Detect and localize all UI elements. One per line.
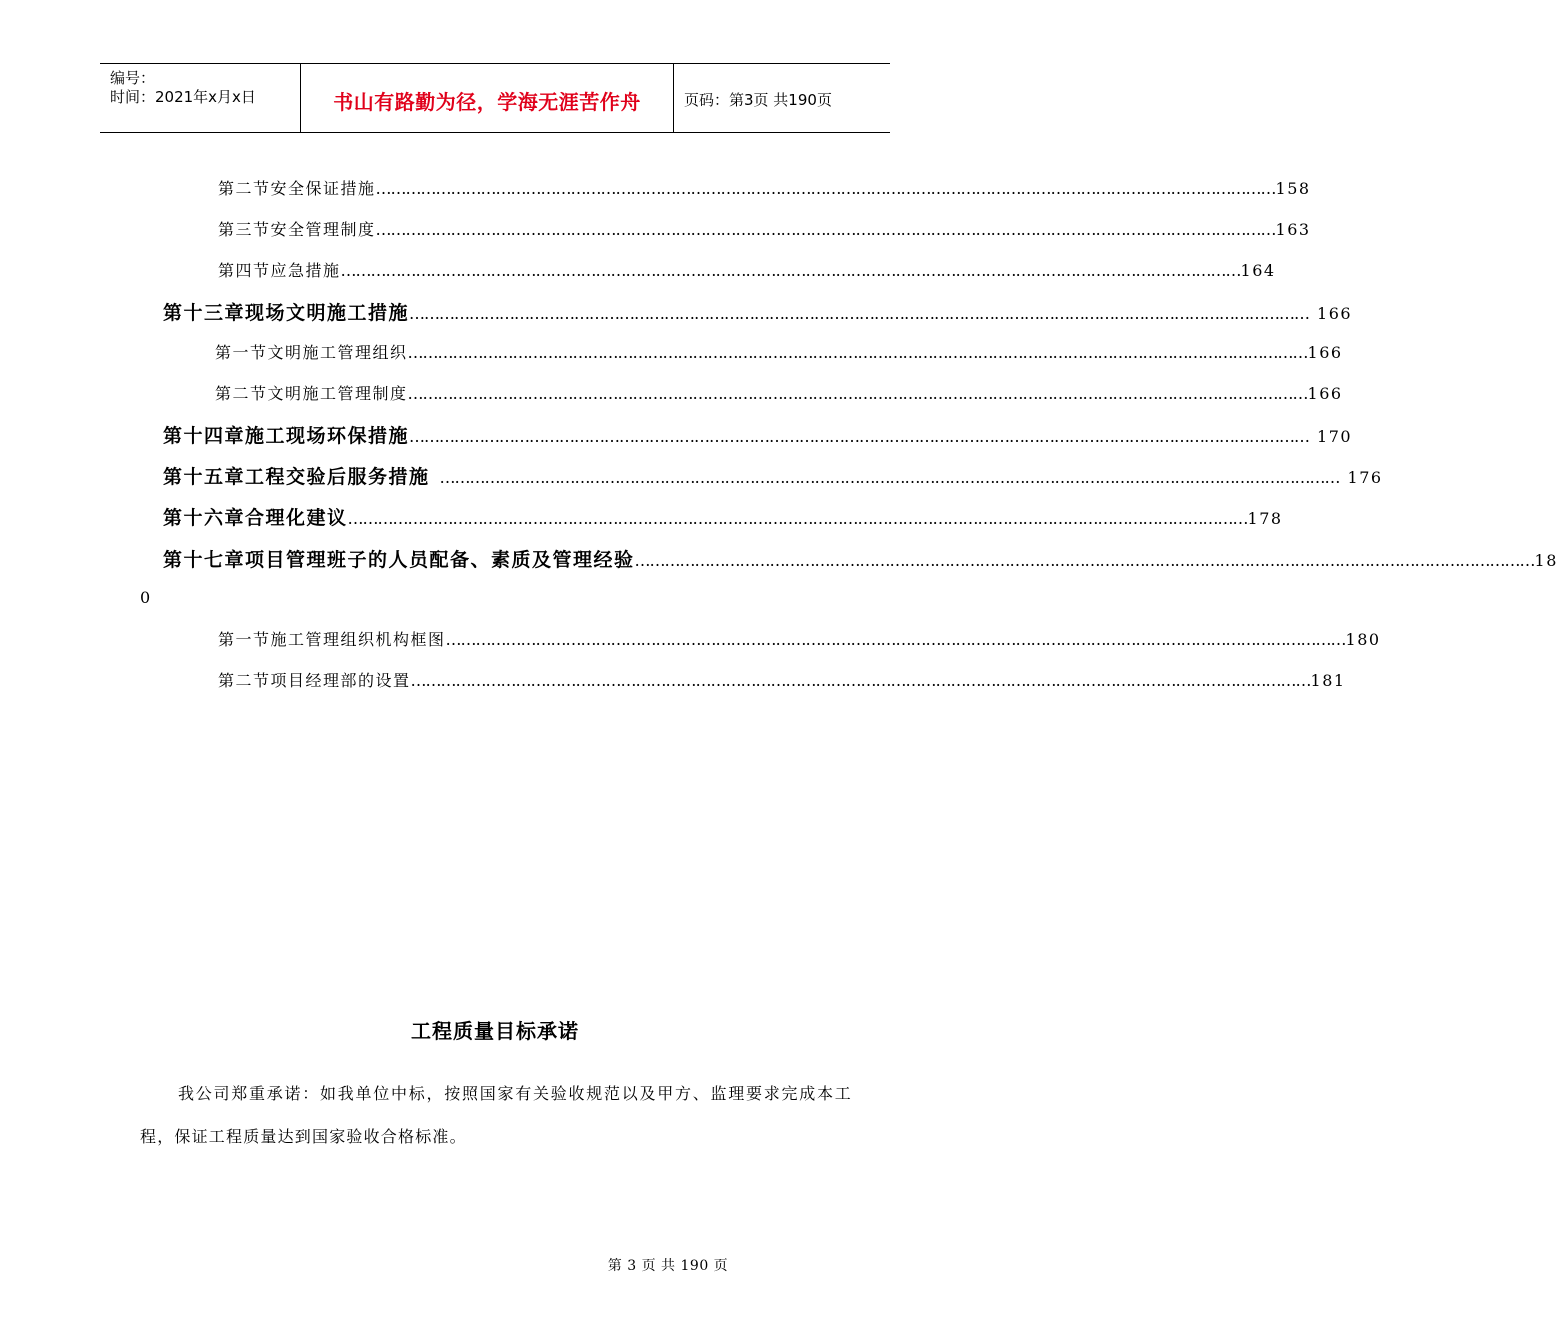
toc-entry-page: 176 xyxy=(1347,468,1383,487)
toc-leader-dots: ……………………………………………………………………………………………………………………………………………………………… xyxy=(407,384,1308,403)
toc-leader-dots: ……………………………………………………………………………………………………………………………………………………………… xyxy=(445,630,1346,649)
header-motto: 书山有路勤为径，学海无涯苦作舟 xyxy=(333,90,641,114)
toc-chapter-entry xyxy=(163,462,1383,489)
toc-entry-page: 166 xyxy=(1317,304,1353,323)
toc-leader-dots: ……………………………………………………………………………………………………………………………………………………………… xyxy=(409,427,1310,446)
toc-entry-number: 第十七章 xyxy=(163,549,246,571)
toc-entry xyxy=(215,340,1343,363)
toc-entry-number: 第十三章 xyxy=(163,302,246,324)
toc-entry-title: 文明施工管理制度 xyxy=(267,384,408,403)
toc-entry-title: 项目经理部的设置 xyxy=(270,671,411,690)
toc-leader-dots: ……………………………………………………………………………………………………………………………………………………………… xyxy=(407,343,1308,362)
toc-entry-title: 施工现场环保措施 xyxy=(245,425,410,447)
toc-entry-number: 第四节 xyxy=(218,261,271,280)
toc-entry-title: 安全管理制度 xyxy=(270,220,376,239)
toc-chapter-entry xyxy=(163,503,1283,530)
toc-leader-dots: ……………………………………………………………………………………………………………………………………………………………… xyxy=(634,551,1535,570)
header-motto-cell xyxy=(301,64,674,132)
commitment-paragraph: 我公司郑重承诺：如我单位中标，按照国家有关验收规范以及甲方、监理要求完成本工程，保证工程质量达到国家验收合格标准。 xyxy=(140,1084,852,1146)
toc-entry-number: 第二节 xyxy=(218,179,271,198)
toc-entry-title: 安全保证措施 xyxy=(270,179,376,198)
toc-chapter-entry xyxy=(163,545,1558,572)
toc-leader-dots: ……………………………………………………………………………………………………………………………………………………………… xyxy=(375,220,1276,239)
toc-entry-page: 166 xyxy=(1307,343,1343,362)
toc-entry-page: 181 xyxy=(1310,671,1346,690)
toc-entry-number: 第二节 xyxy=(218,671,271,690)
toc-entry-title: 项目管理班子的人员配备、素质及管理经验 xyxy=(245,549,635,571)
toc-entry xyxy=(218,627,1381,650)
toc-leader-dots: ……………………………………………………………………………………………………………………………………………………………… xyxy=(347,509,1248,528)
toc-entry xyxy=(218,668,1346,691)
header-page-cell xyxy=(674,64,890,132)
toc-entry-page: 158 xyxy=(1275,179,1311,198)
header-page-code: 页码：第3页 共190页 xyxy=(684,91,832,109)
toc-chapter-entry xyxy=(163,298,1353,325)
toc-entry-page: 180 xyxy=(1345,630,1381,649)
toc-entry xyxy=(218,217,1311,240)
page-footer: 第 3 页 共 190 页 xyxy=(607,1258,729,1274)
toc-entry-title: 应急措施 xyxy=(270,261,341,280)
toc-entry-title: 施工管理组织机构框图 xyxy=(270,630,446,649)
toc-entry-title: 文明施工管理组织 xyxy=(267,343,408,362)
toc-entry-title: 合理化建议 xyxy=(245,507,348,529)
document-time-label: 时间：2021年x月x日 xyxy=(110,88,256,106)
toc-entry-title: 工程交验后服务措施 xyxy=(245,466,430,488)
toc-leader-dots: ……………………………………………………………………………………………………………………………………………………………… xyxy=(439,468,1340,487)
toc-entry-page-wrap: 0 xyxy=(140,588,151,607)
toc-leader-dots: ……………………………………………………………………………………………………………………………………………………………… xyxy=(340,261,1241,280)
toc-entry-number: 第三节 xyxy=(218,220,271,239)
toc-entry-number: 第十四章 xyxy=(163,425,246,447)
page-header xyxy=(100,63,890,133)
toc-entry-number: 第二节 xyxy=(215,384,268,403)
toc-entry xyxy=(218,258,1276,281)
toc-entry-number: 第一节 xyxy=(215,343,268,362)
toc-entry-page: 166 xyxy=(1307,384,1343,403)
toc-entry-number: 第十六章 xyxy=(163,507,246,529)
toc-leader-dots: ……………………………………………………………………………………………………………………………………………………………… xyxy=(409,304,1310,323)
toc-entry-page: 18 xyxy=(1534,551,1558,570)
toc-entry-page: 170 xyxy=(1317,427,1353,446)
toc-entry-title: 现场文明施工措施 xyxy=(245,302,410,324)
document-number-label: 编号： xyxy=(110,69,156,87)
toc-entry-number: 第十五章 xyxy=(163,466,246,488)
toc-leader-dots: ……………………………………………………………………………………………………………………………………………………………… xyxy=(375,179,1276,198)
toc-entry xyxy=(215,381,1343,404)
toc-entry-number: 第一节 xyxy=(218,630,271,649)
section-heading: 工程质量目标承诺 xyxy=(411,1019,579,1043)
header-info-cell xyxy=(100,64,301,132)
toc-entry xyxy=(218,176,1311,199)
toc-entry-page: 178 xyxy=(1247,509,1283,528)
toc-leader-dots: ……………………………………………………………………………………………………………………………………………………………… xyxy=(410,671,1311,690)
toc-chapter-entry xyxy=(163,421,1353,448)
toc-entry-page: 164 xyxy=(1240,261,1276,280)
toc-entry-page: 163 xyxy=(1275,220,1311,239)
